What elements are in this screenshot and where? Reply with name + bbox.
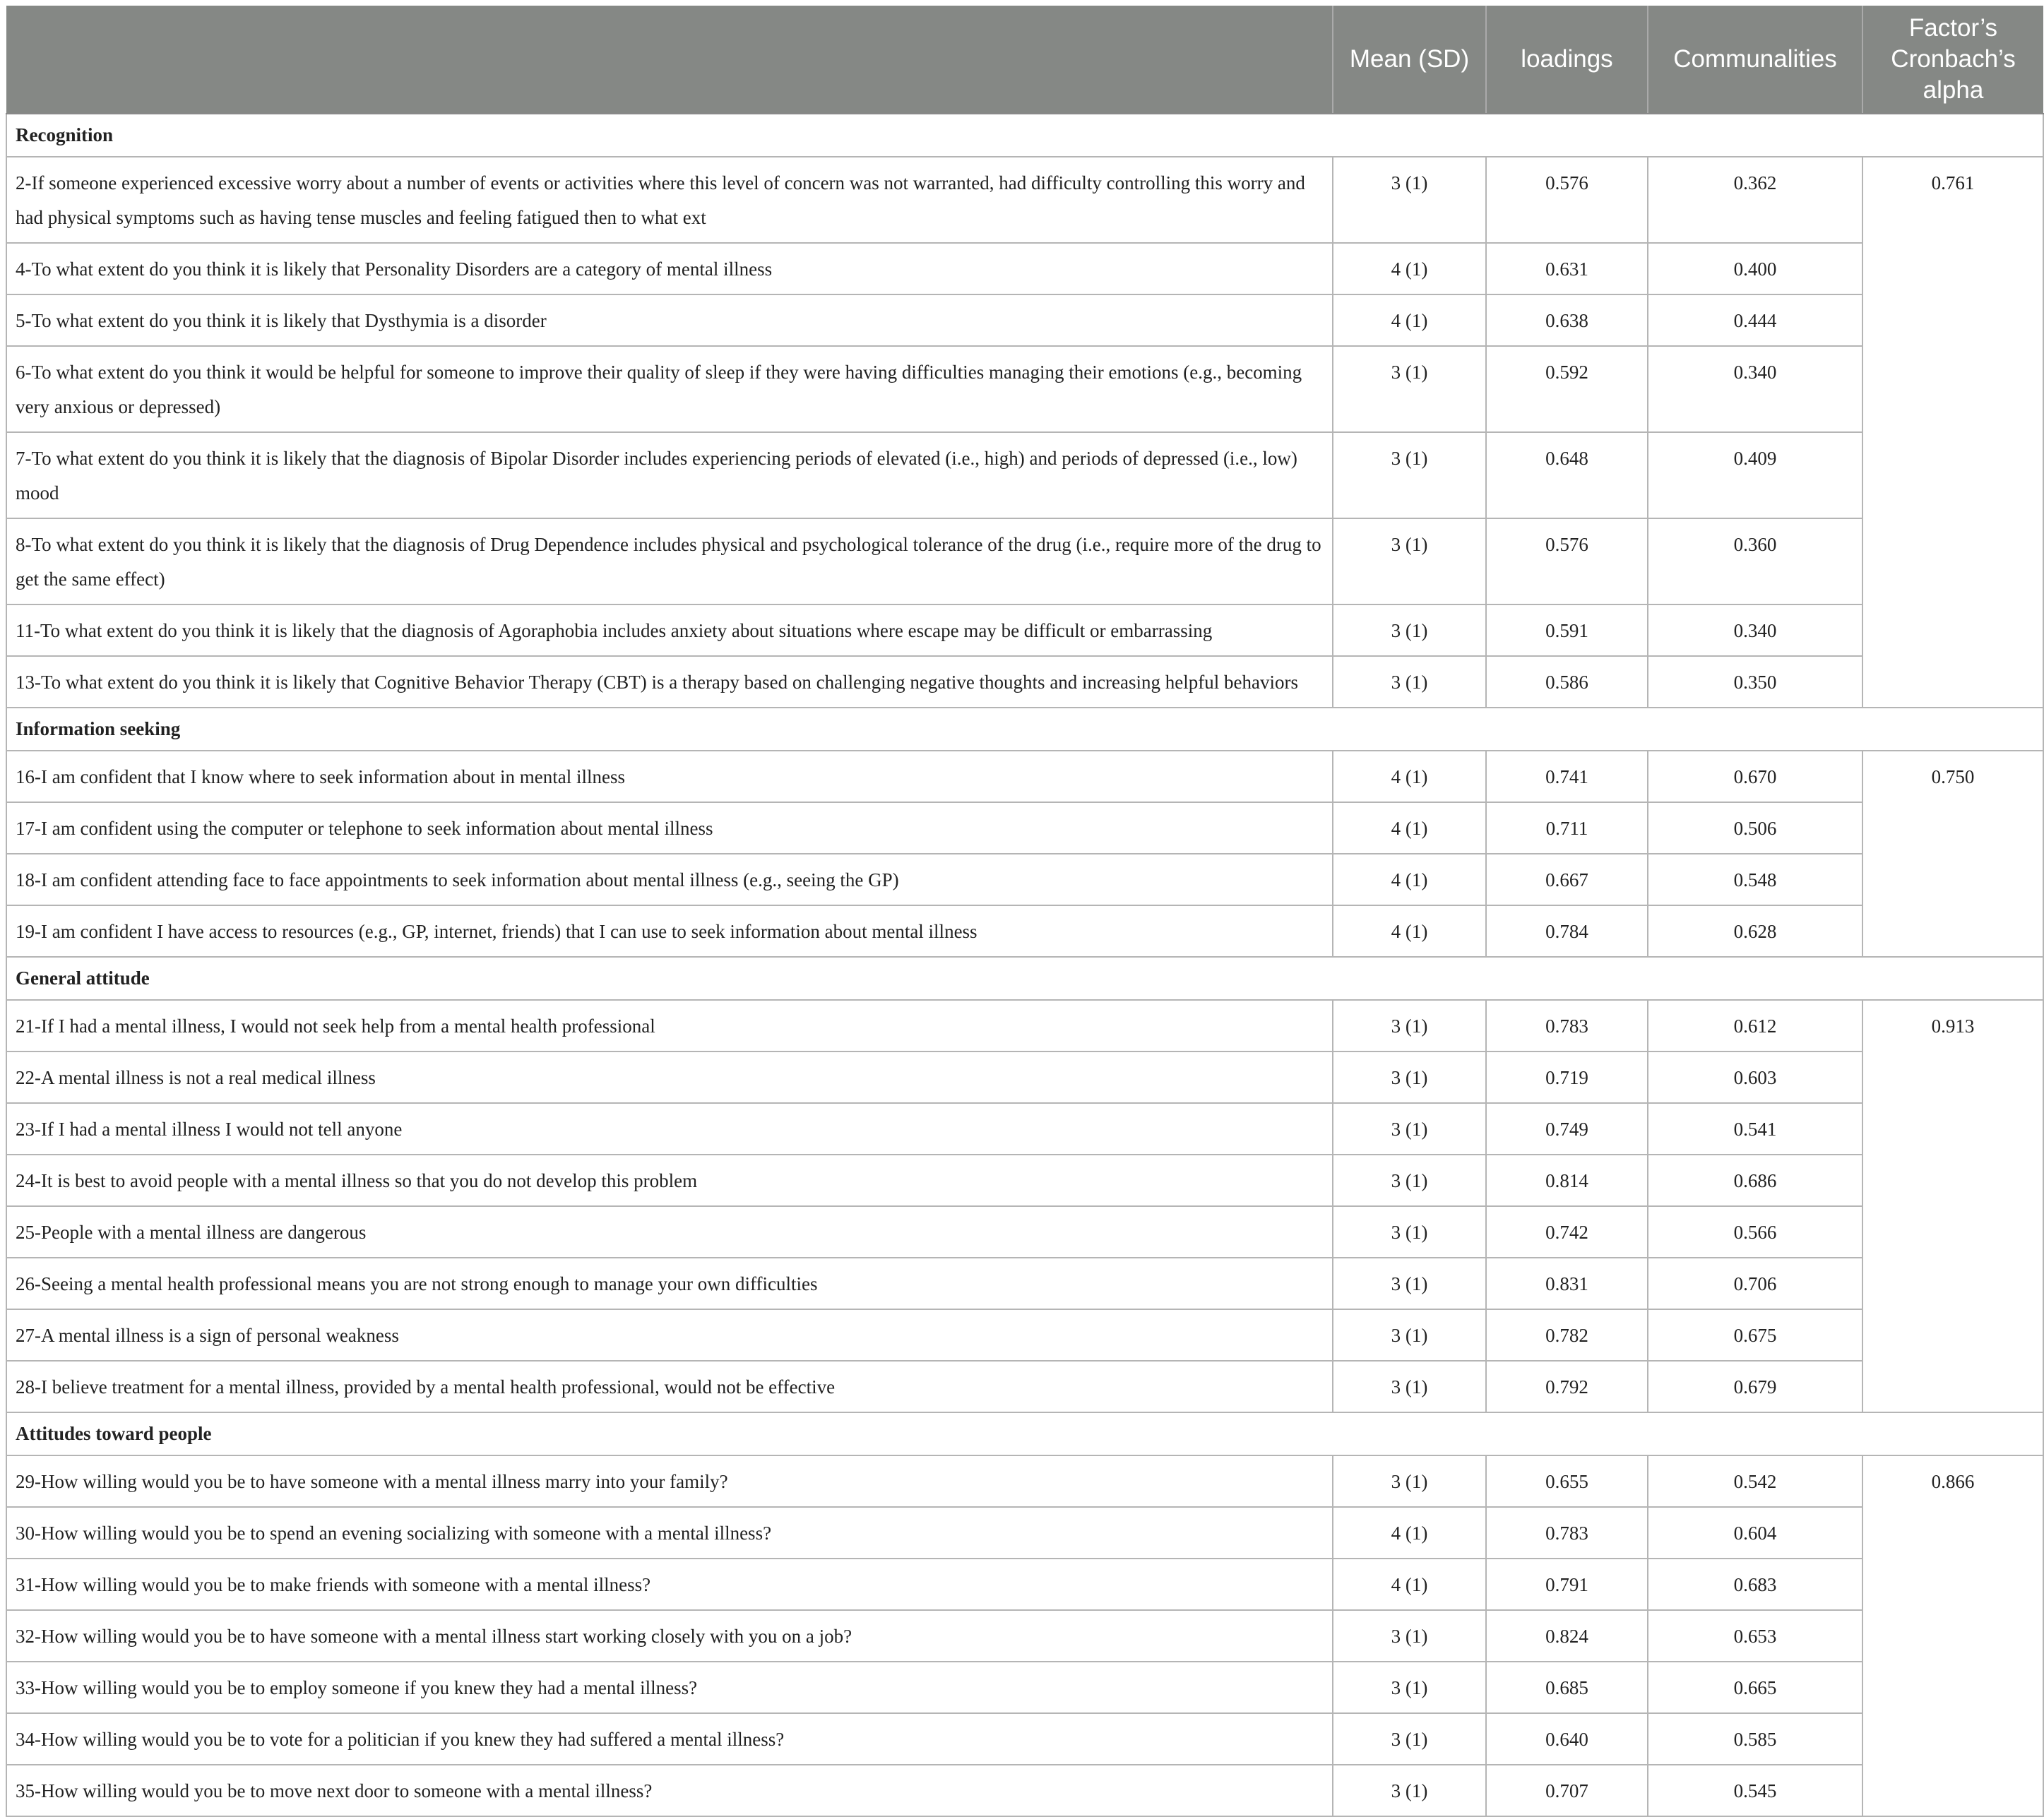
loading-cell: 0.742	[1486, 1206, 1648, 1258]
communality-cell: 0.706	[1648, 1258, 1862, 1309]
item-cell: 34-How willing would you be to vote for a politician if you knew they had suffered a mental illness?	[6, 1713, 1333, 1765]
communality-cell: 0.679	[1648, 1361, 1862, 1412]
mean-cell: 3 (1)	[1333, 1103, 1486, 1155]
loading-cell: 0.719	[1486, 1052, 1648, 1103]
loading-cell: 0.749	[1486, 1103, 1648, 1155]
communality-cell: 0.545	[1648, 1765, 1862, 1816]
mean-cell: 3 (1)	[1333, 656, 1486, 708]
mean-cell: 4 (1)	[1333, 751, 1486, 802]
communality-cell: 0.362	[1648, 157, 1862, 243]
table-row	[6, 1361, 2043, 1412]
item-cell: 30-How willing would you be to spend an evening socializing with someone with a mental illness?	[6, 1507, 1333, 1559]
loading-cell: 0.591	[1486, 604, 1648, 656]
table-row	[6, 1258, 2043, 1309]
loading-cell: 0.814	[1486, 1155, 1648, 1206]
table-row	[6, 1610, 2043, 1662]
communality-cell: 0.350	[1648, 656, 1862, 708]
communality-cell: 0.542	[1648, 1455, 1862, 1507]
mean-cell: 3 (1)	[1333, 1455, 1486, 1507]
mean-cell: 3 (1)	[1333, 1000, 1486, 1052]
item-cell: 21-If I had a mental illness, I would not seek help from a mental health professional	[6, 1000, 1333, 1052]
item-cell: 25-People with a mental illness are dangerous	[6, 1206, 1333, 1258]
loading-cell: 0.576	[1486, 518, 1648, 604]
table-row	[6, 854, 2043, 905]
loading-cell: 0.655	[1486, 1455, 1648, 1507]
loading-cell: 0.783	[1486, 1000, 1648, 1052]
header-communalities: Communalities	[1648, 6, 1862, 114]
loading-cell: 0.631	[1486, 243, 1648, 294]
table-row	[6, 802, 2043, 854]
loading-cell: 0.791	[1486, 1559, 1648, 1610]
item-cell: 7-To what extent do you think it is likely that the diagnosis of Bipolar Disorder includes experiencing periods of elevated (i.e., high) and periods of depressed (i.e., low) mood	[6, 432, 1333, 518]
item-cell: 13-To what extent do you think it is likely that Cognitive Behavior Therapy (CBT) is a therapy based on challenging negative thoughts and increasing helpful behaviors	[6, 656, 1333, 708]
communality-cell: 0.585	[1648, 1713, 1862, 1765]
mean-cell: 3 (1)	[1333, 1052, 1486, 1103]
table-row	[6, 1155, 2043, 1206]
table-row	[6, 518, 2043, 604]
table-row	[6, 1507, 2043, 1559]
loading-cell: 0.648	[1486, 432, 1648, 518]
item-cell: 29-How willing would you be to have someone with a mental illness marry into your family?	[6, 1455, 1333, 1507]
header-mean: Mean (SD)	[1333, 6, 1486, 114]
item-cell: 5-To what extent do you think it is likely that Dysthymia is a disorder	[6, 294, 1333, 346]
alpha-cell: 0.866	[1862, 1455, 2043, 1816]
table-row	[6, 1662, 2043, 1713]
loading-cell: 0.784	[1486, 905, 1648, 957]
item-cell: 2-If someone experienced excessive worry about a number of events or activities where this level of concern was not warranted, had difficulty controlling this worry and had physical symptoms such as having tense muscles and feeling fatigued then to what ext	[6, 157, 1333, 243]
section-header-row	[6, 1412, 2043, 1455]
header-row	[6, 6, 2043, 114]
item-cell: 35-How willing would you be to move next door to someone with a mental illness?	[6, 1765, 1333, 1816]
communality-cell: 0.340	[1648, 604, 1862, 656]
loading-cell: 0.707	[1486, 1765, 1648, 1816]
item-cell: 23-If I had a mental illness I would not tell anyone	[6, 1103, 1333, 1155]
item-cell: 8-To what extent do you think it is likely that the diagnosis of Drug Dependence includes physical and psychological tolerance of the drug (i.e., require more of the drug to get the same effect)	[6, 518, 1333, 604]
table-row	[6, 1455, 2043, 1507]
loading-cell: 0.667	[1486, 854, 1648, 905]
table-body	[6, 114, 2043, 1816]
section-header-row	[6, 957, 2043, 1000]
communality-cell: 0.603	[1648, 1052, 1862, 1103]
loading-cell: 0.638	[1486, 294, 1648, 346]
table-row	[6, 1309, 2043, 1361]
loading-cell: 0.831	[1486, 1258, 1648, 1309]
communality-cell: 0.604	[1648, 1507, 1862, 1559]
item-cell: 6-To what extent do you think it would be helpful for someone to improve their quality of sleep if they were having difficulties managing their emotions (e.g., becoming very anxious or depressed)	[6, 346, 1333, 432]
table-row	[6, 294, 2043, 346]
item-cell: 22-A mental illness is not a real medical illness	[6, 1052, 1333, 1103]
mean-cell: 3 (1)	[1333, 1206, 1486, 1258]
loading-cell: 0.592	[1486, 346, 1648, 432]
item-cell: 18-I am confident attending face to face appointments to seek information about mental illness (e.g., seeing the GP)	[6, 854, 1333, 905]
mean-cell: 3 (1)	[1333, 1309, 1486, 1361]
header-alpha: Factor’s Cronbach’s alpha	[1862, 6, 2043, 114]
table-row	[6, 905, 2043, 957]
item-cell: 24-It is best to avoid people with a mental illness so that you do not develop this problem	[6, 1155, 1333, 1206]
loading-cell: 0.783	[1486, 1507, 1648, 1559]
table-row	[6, 1765, 2043, 1816]
table-row	[6, 1000, 2043, 1052]
communality-cell: 0.628	[1648, 905, 1862, 957]
communality-cell: 0.360	[1648, 518, 1862, 604]
header-loadings: loadings	[1486, 6, 1648, 114]
mean-cell: 4 (1)	[1333, 905, 1486, 957]
communality-cell: 0.400	[1648, 243, 1862, 294]
mean-cell: 3 (1)	[1333, 1155, 1486, 1206]
mean-cell: 3 (1)	[1333, 1765, 1486, 1816]
communality-cell: 0.340	[1648, 346, 1862, 432]
loading-cell: 0.640	[1486, 1713, 1648, 1765]
section-title: Information seeking	[6, 708, 2043, 751]
communality-cell: 0.653	[1648, 1610, 1862, 1662]
loading-cell: 0.792	[1486, 1361, 1648, 1412]
loading-cell: 0.711	[1486, 802, 1648, 854]
item-cell: 16-I am confident that I know where to seek information about in mental illness	[6, 751, 1333, 802]
communality-cell: 0.548	[1648, 854, 1862, 905]
table-row	[6, 1713, 2043, 1765]
alpha-cell: 0.913	[1862, 1000, 2043, 1412]
header-item	[6, 6, 1333, 114]
loading-cell: 0.685	[1486, 1662, 1648, 1713]
mean-cell: 3 (1)	[1333, 157, 1486, 243]
mean-cell: 4 (1)	[1333, 802, 1486, 854]
loading-cell: 0.576	[1486, 157, 1648, 243]
mean-cell: 4 (1)	[1333, 854, 1486, 905]
communality-cell: 0.675	[1648, 1309, 1862, 1361]
loading-cell: 0.741	[1486, 751, 1648, 802]
table-row	[6, 1052, 2043, 1103]
communality-cell: 0.409	[1648, 432, 1862, 518]
section-title: Recognition	[6, 114, 2043, 157]
mean-cell: 4 (1)	[1333, 1507, 1486, 1559]
alpha-cell: 0.750	[1862, 751, 2043, 957]
mean-cell: 3 (1)	[1333, 604, 1486, 656]
table-row	[6, 751, 2043, 802]
table-row	[6, 432, 2043, 518]
item-cell: 27-A mental illness is a sign of personal weakness	[6, 1309, 1333, 1361]
table-row	[6, 346, 2043, 432]
item-cell: 17-I am confident using the computer or telephone to seek information about mental illness	[6, 802, 1333, 854]
communality-cell: 0.612	[1648, 1000, 1862, 1052]
mean-cell: 3 (1)	[1333, 1258, 1486, 1309]
table-row	[6, 243, 2043, 294]
mean-cell: 4 (1)	[1333, 294, 1486, 346]
communality-cell: 0.670	[1648, 751, 1862, 802]
table-row	[6, 604, 2043, 656]
table-row	[6, 1103, 2043, 1155]
communality-cell: 0.665	[1648, 1662, 1862, 1713]
table-row	[6, 157, 2043, 243]
communality-cell: 0.506	[1648, 802, 1862, 854]
communality-cell: 0.444	[1648, 294, 1862, 346]
mean-cell: 4 (1)	[1333, 1559, 1486, 1610]
item-cell: 28-I believe treatment for a mental illness, provided by a mental health professional, would not be effective	[6, 1361, 1333, 1412]
loading-cell: 0.824	[1486, 1610, 1648, 1662]
table-header	[6, 6, 2043, 114]
mean-cell: 3 (1)	[1333, 1361, 1486, 1412]
table-row	[6, 656, 2043, 708]
section-title: Attitudes toward people	[6, 1412, 2043, 1455]
communality-cell: 0.686	[1648, 1155, 1862, 1206]
loading-cell: 0.586	[1486, 656, 1648, 708]
mean-cell: 3 (1)	[1333, 1713, 1486, 1765]
mean-cell: 4 (1)	[1333, 243, 1486, 294]
item-cell: 32-How willing would you be to have someone with a mental illness start working closely with you on a job?	[6, 1610, 1333, 1662]
item-cell: 31-How willing would you be to make friends with someone with a mental illness?	[6, 1559, 1333, 1610]
item-cell: 19-I am confident I have access to resources (e.g., GP, internet, friends) that I can use to seek information about mental illness	[6, 905, 1333, 957]
table-row	[6, 1559, 2043, 1610]
loading-cell: 0.782	[1486, 1309, 1648, 1361]
communality-cell: 0.683	[1648, 1559, 1862, 1610]
item-cell: 26-Seeing a mental health professional means you are not strong enough to manage your own difficulties	[6, 1258, 1333, 1309]
factor-analysis-table	[6, 6, 2044, 1817]
mean-cell: 3 (1)	[1333, 518, 1486, 604]
mean-cell: 3 (1)	[1333, 1610, 1486, 1662]
alpha-cell: 0.761	[1862, 157, 2043, 708]
communality-cell: 0.566	[1648, 1206, 1862, 1258]
mean-cell: 3 (1)	[1333, 1662, 1486, 1713]
section-header-row	[6, 708, 2043, 751]
mean-cell: 3 (1)	[1333, 346, 1486, 432]
item-cell: 33-How willing would you be to employ someone if you knew they had a mental illness?	[6, 1662, 1333, 1713]
communality-cell: 0.541	[1648, 1103, 1862, 1155]
table-row	[6, 1206, 2043, 1258]
section-title: General attitude	[6, 957, 2043, 1000]
mean-cell: 3 (1)	[1333, 432, 1486, 518]
section-header-row	[6, 114, 2043, 157]
item-cell: 4-To what extent do you think it is likely that Personality Disorders are a category of mental illness	[6, 243, 1333, 294]
item-cell: 11-To what extent do you think it is likely that the diagnosis of Agoraphobia includes anxiety about situations where escape may be difficult or embarrassing	[6, 604, 1333, 656]
